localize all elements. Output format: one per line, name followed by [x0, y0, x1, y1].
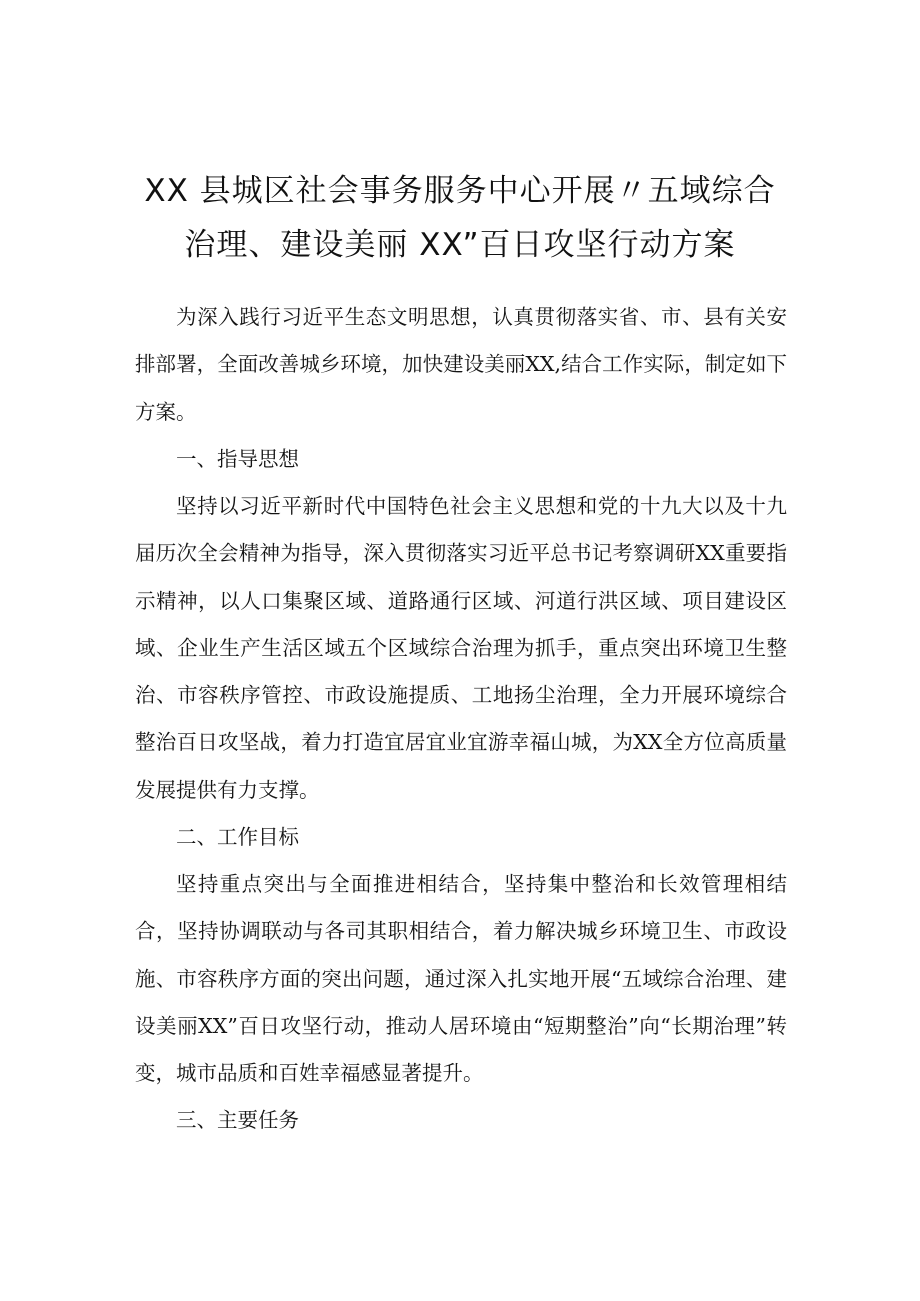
guiding-ideology-paragraph: 坚持以习近平新时代中国特色社会主义思想和党的十九大以及十九届历次全会精神为指导，深入贯彻落实习近平总书记考察调研XX重要指示精神，以人口集聚区域、道路通行区域、河道行洪区域、项目建设区域、企业生产生活区域五个区域综合治理为抓手，重点突出环境卫生整治、市容秩序管控、市政设施提质、工地扬尘治理，全力开展环境综合整治百日攻坚战，着力打造宜居宜业宜游幸福山城，为XX全方位高质量发展提供有力支撑。	[135, 494, 787, 802]
intro-paragraph: 为深入践行习近平生态文明思想，认真贯彻落实省、市、县有关安排部署，全面改善城乡环境，加快建设美丽XX,结合工作实际，制定如下方案。	[135, 305, 787, 424]
work-goals-paragraph: 坚持重点突出与全面推进相结合，坚持集中整治和长效管理相结合，坚持协调联动与各司其职相结合，着力解决城乡环境卫生、市政设施、市容秩序方面的突出问题，通过深入扎实地开展“五域综合治理、建设美丽XX”百日攻坚行动，推动人居环境由“短期整治”向“长期治理”转变，城市品质和百姓幸福感显著提升。	[135, 872, 787, 1086]
section-heading-work-goals: 二、工作目标	[176, 825, 299, 849]
section-heading-main-tasks: 三、主要任务	[176, 1108, 299, 1132]
document-title-line-1: XX 县城区社会事务服务中心开展〃五域综合	[144, 173, 776, 209]
section-heading-guiding-ideology: 一、指导思想	[176, 447, 299, 471]
document-title-line-2: 治理、建设美丽 XX”百日攻坚行动方案	[184, 227, 736, 263]
